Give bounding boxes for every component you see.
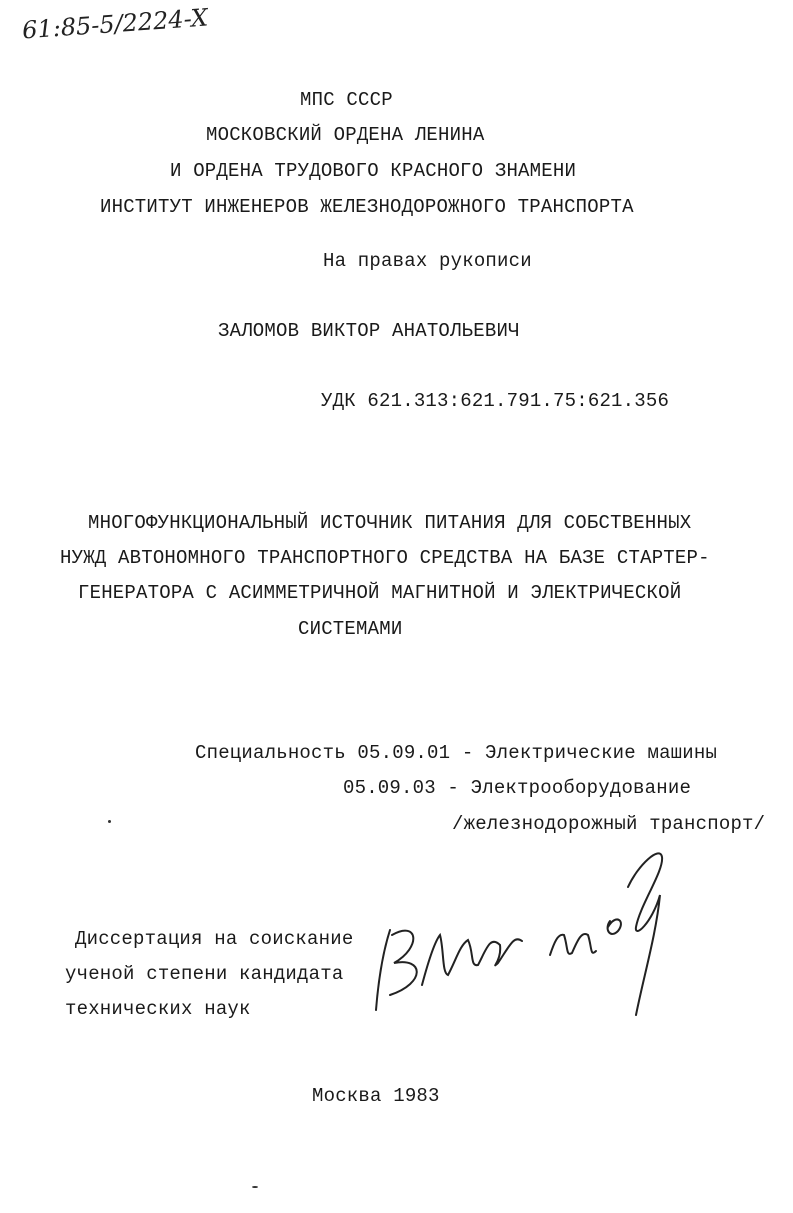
author-signature	[360, 835, 690, 1025]
city-year: Москва 1983	[312, 1085, 440, 1107]
specialty-line-1: Специальность 05.09.01 - Электрические машины	[195, 742, 718, 764]
title-line-3: ГЕНЕРАТОРА С АСИММЕТРИЧНОЙ МАГНИТНОЙ И ЭЛЕКТРИЧЕСКОЙ	[78, 582, 682, 604]
title-line-1: МНОГОФУНКЦИОНАЛЬНЫЙ ИСТОЧНИК ПИТАНИЯ ДЛЯ СОБСТВЕННЫХ	[88, 512, 692, 534]
header-ministry: МПС СССР	[300, 89, 393, 111]
manuscript-note: На правах рукописи	[323, 250, 532, 272]
ink-dot	[108, 820, 111, 823]
header-institute-line3: ИНСТИТУТ ИНЖЕНЕРОВ ЖЕЛЕЗНОДОРОЖНОГО ТРАНСПОРТА	[100, 196, 634, 218]
archive-mark: 61:85-5/2224-X	[21, 3, 209, 45]
title-line-4: СИСТЕМАМИ	[298, 618, 403, 640]
header-institute-line2: И ОРДЕНА ТРУДОВОГО КРАСНОГО ЗНАМЕНИ	[170, 160, 577, 182]
header-institute-line1: МОСКОВСКИЙ ОРДЕНА ЛЕНИНА	[206, 124, 485, 146]
specialty-line-2: 05.09.03 - Электрооборудование	[343, 777, 692, 799]
dissertation-line-2: ученой степени кандидата	[65, 963, 344, 985]
dissertation-line-3: технических наук	[65, 998, 251, 1020]
author-name: ЗАЛОМОВ ВИКТОР АНАТОЛЬЕВИЧ	[218, 320, 520, 342]
title-line-2: НУЖД АВТОНОМНОГО ТРАНСПОРТНОГО СРЕДСТВА НА БАЗЕ СТАРТЕР-	[60, 547, 710, 569]
specialty-line-3: /железнодорожный транспорт/	[452, 813, 766, 835]
ink-speck	[252, 1186, 258, 1188]
dissertation-line-1: Диссертация на соискание	[75, 928, 354, 950]
udc-code: УДК 621.313:621.791.75:621.356	[321, 390, 670, 412]
